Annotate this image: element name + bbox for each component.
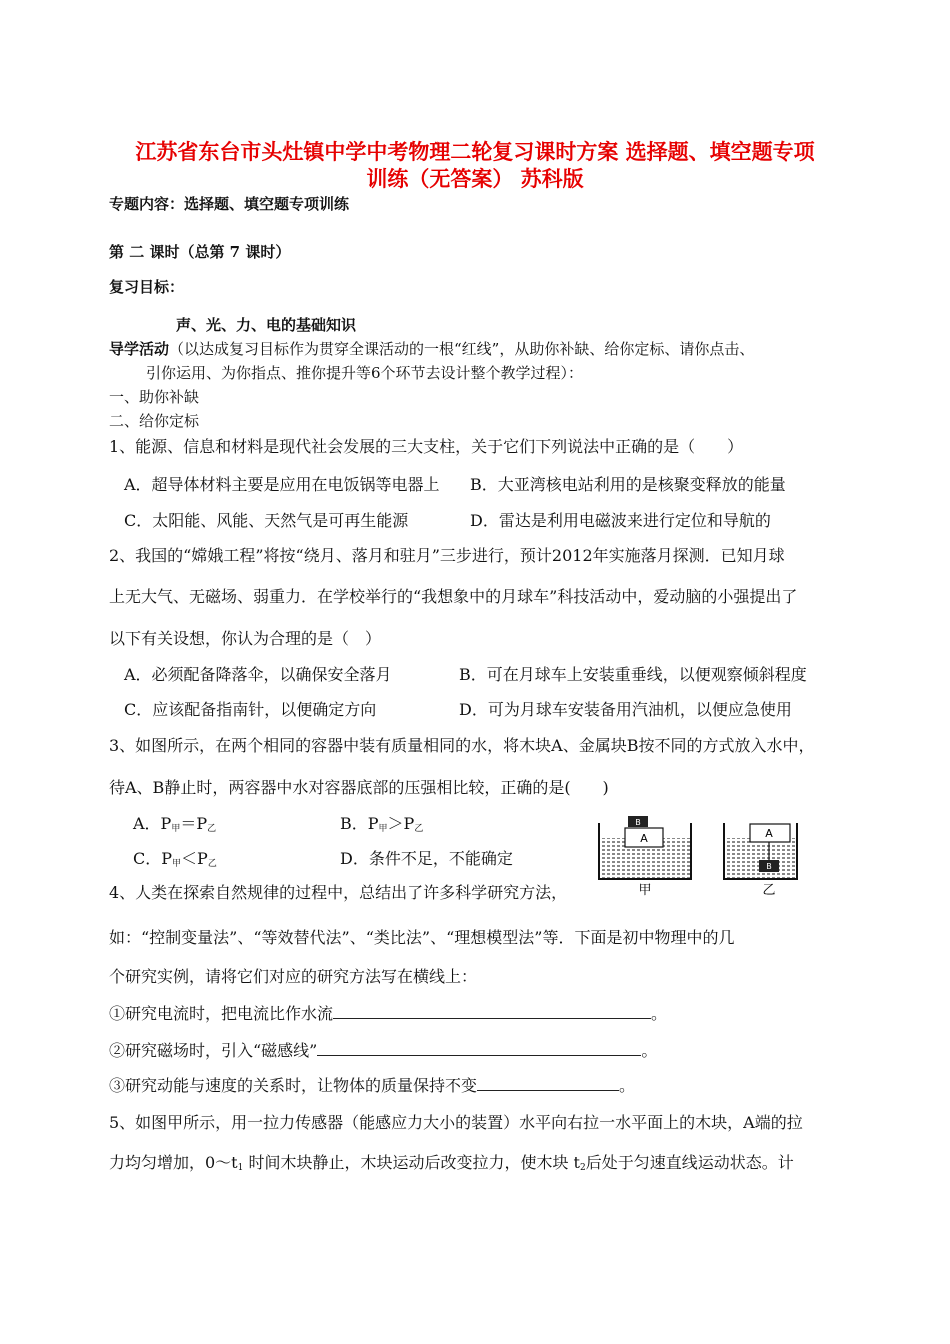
q4-item-3: ③研究动能与速度的关系时，让物体的质量保持不变 。 bbox=[109, 1076, 636, 1095]
q1-option-c: C．太阳能、风能、天然气是可再生能源 bbox=[124, 511, 409, 530]
q4-item-2: ②研究磁场时，引入“磁感线” 。 bbox=[109, 1041, 658, 1060]
goals-label: 复习目标： bbox=[109, 278, 185, 296]
topic bbox=[109, 193, 349, 214]
q3-option-b: B．$P_甲>P_乙$ bbox=[340, 814, 424, 834]
q5-line1: 5、如图甲所示，用一拉力传感器（能感应力大小的装置）水平向右拉一水平面上的木块，A端的拉 bbox=[109, 1113, 803, 1132]
q1-option-a: A．超导体材料主要是应用在电饭锅等电器上 bbox=[124, 475, 440, 494]
goals-item: 声、光、力、电的基础知识 bbox=[176, 316, 357, 334]
guide-line2: 引你运用、为你指点、推你提升等6个环节去设计整个教学过程）： bbox=[146, 364, 584, 382]
topic-value: 选择题、填空题专项训练 bbox=[184, 195, 350, 213]
section-1: 一、助你补缺 bbox=[109, 388, 200, 406]
answer-blank-2[interactable] bbox=[317, 1041, 641, 1056]
block-a-label-jia: A bbox=[640, 832, 648, 845]
guide-line1: 导学活动（以达成复习目标作为贯穿全课活动的一根“红线”，从助你补缺、给你定标、请你点击、 bbox=[109, 340, 755, 358]
doc-title-line1: 江苏省东台市头灶镇中学中考物理二轮复习课时方案 选择题、填空题专项 bbox=[135, 139, 815, 164]
q3-option-a: A．$P_甲=P_乙$ bbox=[133, 814, 217, 834]
q4-line1: 4、人类在探索自然规律的过程中，总结出了许多科学研究方法， bbox=[109, 883, 568, 902]
label-jia: 甲 bbox=[638, 883, 652, 896]
answer-blank-1[interactable] bbox=[333, 1004, 651, 1019]
q1-option-b: B．大亚湾核电站利用的是核聚变释放的能量 bbox=[470, 475, 786, 494]
container-yi bbox=[724, 823, 797, 896]
containers-figure bbox=[592, 808, 802, 896]
label-yi: 乙 bbox=[762, 883, 776, 896]
q2-option-c: C．应该配备指南针，以便确定方向 bbox=[124, 700, 377, 719]
lesson-line: 第 二 课时（总第 7 课时） bbox=[109, 243, 291, 261]
q1-stem: 1、能源、信息和材料是现代社会发展的三大支柱，关于它们下列说法中正确的是（ ） bbox=[109, 437, 744, 456]
q3-option-c: C．$P_甲<P_乙$ bbox=[133, 849, 217, 869]
q3-option-d: D．条件不足，不能确定 bbox=[340, 849, 513, 868]
q5-line2: 力均匀增加，$0\sim t_1$ 时间木块静止，木块运动后改变拉力，使木块 $t_2$后处于匀速直线运动状态。计 bbox=[109, 1153, 794, 1173]
q4-item-1: ①研究电流时，把电流比作水流 。 bbox=[109, 1004, 668, 1023]
guide-label: 导学活动 bbox=[109, 340, 170, 358]
block-a-label-yi: A bbox=[765, 827, 773, 840]
q2-line3: 以下有关设想，你认为合理的是（ ） bbox=[109, 629, 382, 648]
block-b-label-yi: B bbox=[766, 862, 772, 871]
q3-line1: 3、如图所示，在两个相同的容器中装有质量相同的水，将木块A、金属块B按不同的方式放入水中， bbox=[109, 736, 815, 755]
q2-line1: 2、我国的“嫦娥工程”将按“绕月、落月和驻月”三步进行，预计2012年实施落月探测．已知月球 bbox=[109, 546, 785, 565]
section-2: 二、给你定标 bbox=[109, 412, 200, 430]
block-b-label-jia: B bbox=[635, 818, 641, 827]
doc-title-line2: 训练（无答案） 苏科版 bbox=[366, 166, 584, 191]
q4-line2: 如：“控制变量法”、“等效替代法”、“类比法”、“理想模型法”等．下面是初中物理中的几 bbox=[109, 928, 735, 947]
answer-blank-3[interactable] bbox=[477, 1076, 619, 1091]
q2-line2: 上无大气、无磁场、弱重力．在学校举行的“我想象中的月球车”科技活动中，爱动脑的小强提出了 bbox=[109, 587, 798, 606]
q2-option-b: B．可在月球车上安装重垂线，以便观察倾斜程度 bbox=[459, 665, 807, 684]
container-jia bbox=[599, 816, 691, 896]
q4-line3: 个研究实例，请将它们对应的研究方法写在横线上： bbox=[109, 967, 478, 986]
topic-label: 专题内容： bbox=[109, 195, 185, 213]
q2-option-a: A．必须配备降落伞，以确保安全落月 bbox=[124, 665, 392, 684]
q1-option-d: D．雷达是利用电磁波来进行定位和导航的 bbox=[470, 511, 771, 530]
q3-line2: 待A、B静止时，两容器中水对容器底部的压强相比较，正确的是( ) bbox=[109, 778, 609, 797]
q2-option-d: D．可为月球车安装备用汽油机，以便应急使用 bbox=[459, 700, 792, 719]
